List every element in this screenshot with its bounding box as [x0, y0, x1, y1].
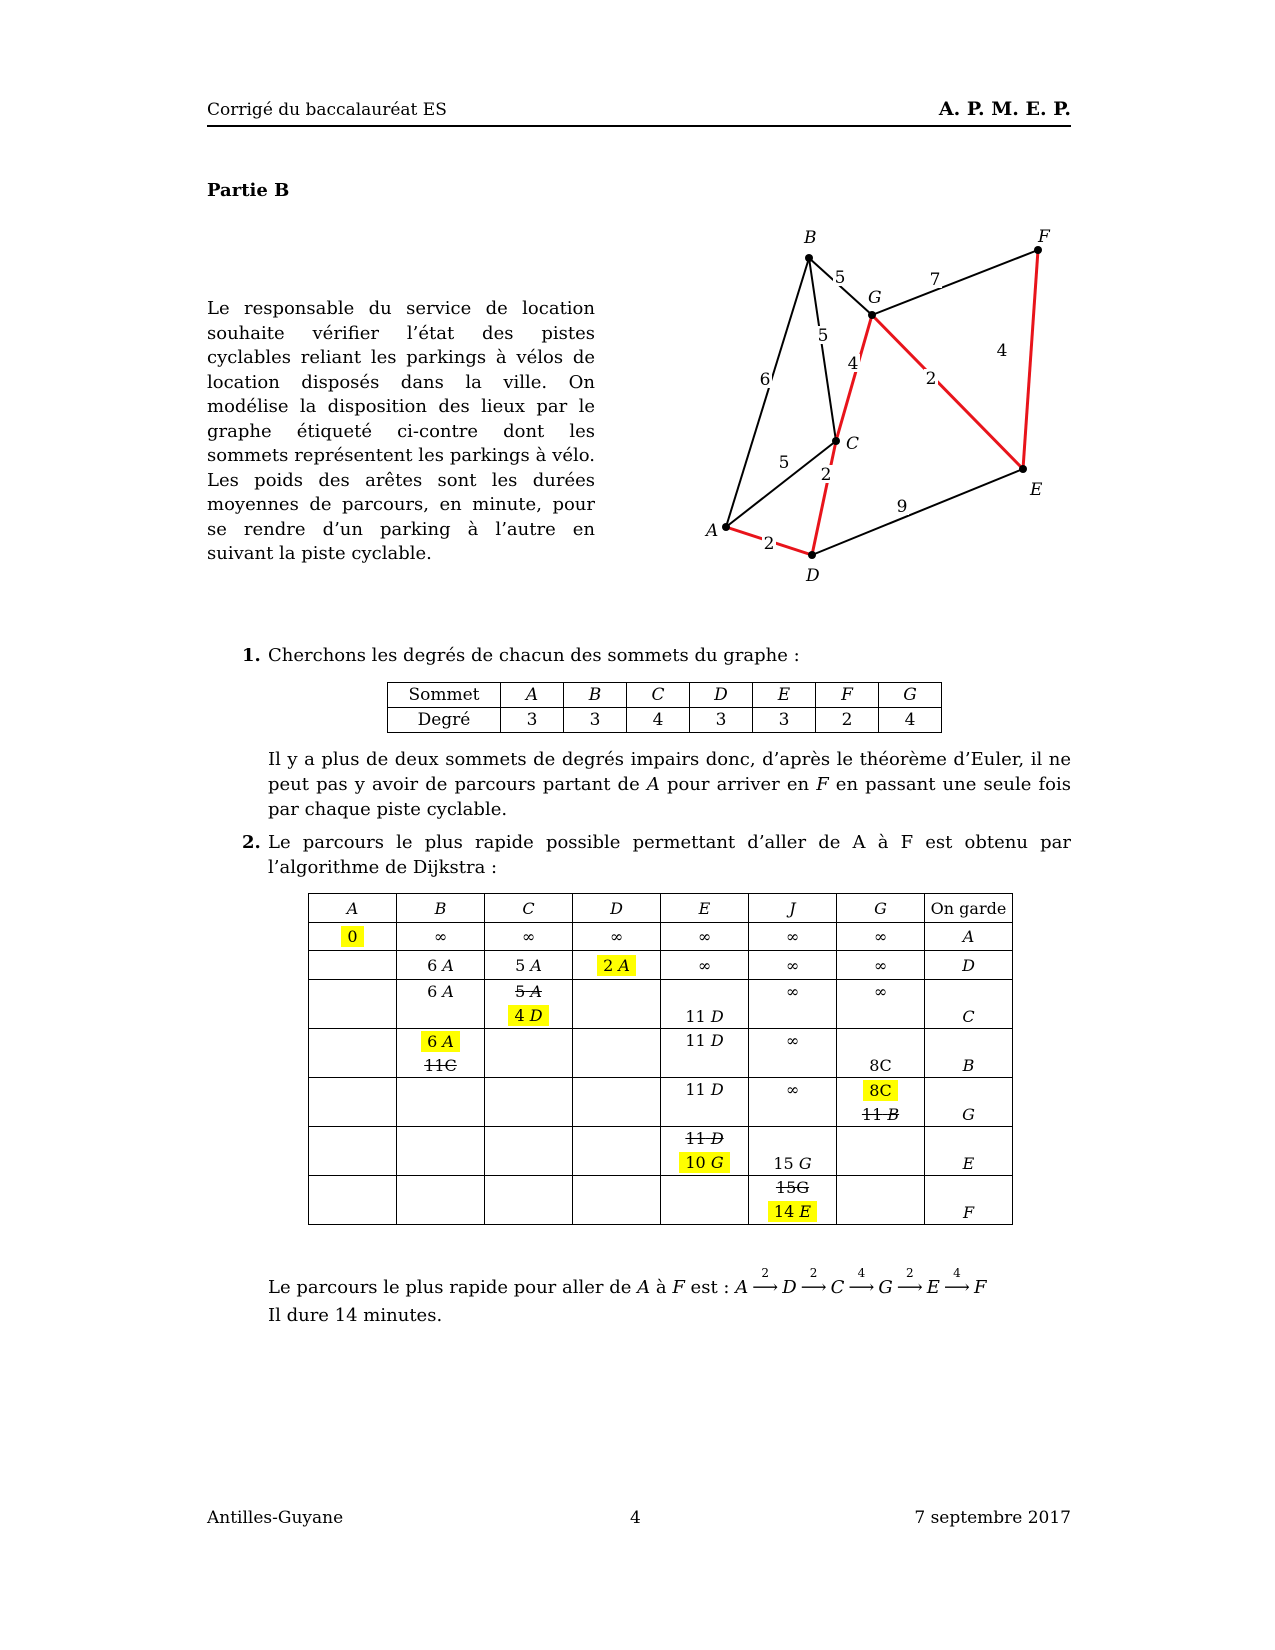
- header-apmep: A. P. M. E. P.: [938, 98, 1071, 120]
- vertex-C: [832, 437, 840, 445]
- column-header: A: [309, 894, 397, 923]
- edge-G-C: [836, 315, 872, 441]
- vertex-label-G: G: [868, 288, 882, 308]
- degree-cell: 3: [753, 708, 816, 733]
- vertex-label-D: D: [806, 566, 820, 585]
- degree-cell: 3: [564, 708, 627, 733]
- vertex-cell: F: [816, 683, 879, 708]
- distance-cell: 5 A: [485, 951, 573, 980]
- column-header: B: [397, 894, 485, 923]
- infinity-cell: ∞: [837, 923, 925, 951]
- degree-cell: 3: [690, 708, 753, 733]
- infinity-cell: ∞: [749, 951, 837, 980]
- weight-A-B: 6: [759, 370, 771, 390]
- degree-cell: 3: [501, 708, 564, 733]
- infinity-cell: ∞: [485, 923, 573, 951]
- header-title: Corrigé du baccalauréat ES: [207, 100, 447, 120]
- vertex-cell: D: [690, 683, 753, 708]
- vertex-D: [808, 551, 816, 559]
- degree-cell: 4: [627, 708, 690, 733]
- column-header: G: [837, 894, 925, 923]
- intro-paragraph: Le responsable du service de location souhaite vérifier l’état des pistes cyclables reliant les parkings à vélos de location disposés dans la ville. On modélise la disposition des lieux par le graphe étiqueté ci-contre dont les sommets représentent les parkings à vélo. Les poids des arêtes sont les durées moyennes de parcours, en minute, pour se rendre d’un parking à l’autre en suivant la piste cyclable.: [207, 298, 595, 564]
- vertex-cell: A: [501, 683, 564, 708]
- table-row: 11 D 10 G 15 G E: [309, 1127, 1013, 1176]
- vertex-B: [805, 254, 813, 262]
- degree-cell: 2: [816, 708, 879, 733]
- degree-cell: 4: [879, 708, 942, 733]
- vertex-label-A: A: [706, 521, 719, 541]
- dijkstra-table: [308, 893, 1013, 1225]
- vertex-A: [722, 523, 730, 531]
- kept-vertex: D: [925, 951, 1013, 980]
- infinity-cell: ∞: [749, 923, 837, 951]
- weight-B-C: 5: [817, 326, 829, 346]
- question-1-text: Cherchons les degrés de chacun des sommets du graphe :: [268, 645, 800, 666]
- degree-table: [387, 682, 942, 733]
- table-row: [388, 683, 942, 708]
- conclusion-path: Le parcours le plus rapide pour aller de A à F est : A 2 ⟶ D 2 ⟶ C 4 ⟶ G 2 ⟶ E 4 ⟶ F: [268, 1266, 987, 1298]
- column-header: On garde: [925, 894, 1013, 923]
- edge-G-F: [872, 250, 1038, 315]
- degree-row-label: Degré: [388, 708, 501, 733]
- weighted-graph: [700, 225, 1080, 585]
- question-1-explanation: Il y a plus de deux sommets de degrés impairs donc, d’après le théorème d’Euler, il ne peut pas y avoir de parcours partant de A pour arriver en F en passant une seule fois par chaque piste cyclable.: [268, 749, 1071, 820]
- question-1-number: 1.: [242, 645, 261, 666]
- vertex-F: [1034, 246, 1042, 254]
- edge-G-E: [872, 315, 1023, 469]
- question-2-text: Le parcours le plus rapide possible permettant d’aller de A à F est obtenu par l’algorithme de Dijkstra :: [268, 832, 1071, 878]
- column-header: C: [485, 894, 573, 923]
- table-row: 15G 14 E F: [309, 1176, 1013, 1225]
- distance-cell: 2 A: [573, 951, 661, 980]
- infinity-cell: ∞: [661, 951, 749, 980]
- page-number: 4: [630, 1508, 641, 1528]
- header-rule: [207, 125, 1071, 127]
- vertex-E: [1019, 465, 1027, 473]
- weight-G-C: 4: [847, 354, 859, 374]
- vertex-label-F: F: [1038, 227, 1050, 247]
- weight-G-E: 2: [925, 369, 937, 389]
- highlighted-value: 0: [341, 926, 363, 947]
- vertex-label-C: C: [846, 434, 860, 454]
- vertex-G: [868, 311, 876, 319]
- vertex-label-B: B: [804, 228, 817, 248]
- weight-A-C: 5: [778, 453, 790, 473]
- table-row: [309, 951, 1013, 980]
- edge-D-E: [812, 469, 1023, 555]
- table-row: [309, 923, 1013, 951]
- degree-row-label: Sommet: [388, 683, 501, 708]
- infinity-cell: ∞: [837, 951, 925, 980]
- vertex-cell: C: [627, 683, 690, 708]
- edge-A-B: [726, 258, 809, 527]
- vertex-label-E: E: [1030, 480, 1043, 500]
- table-row: [309, 894, 1013, 923]
- distance-cell: 6 A: [397, 951, 485, 980]
- vertex-cell: G: [879, 683, 942, 708]
- weight-A-D: 2: [763, 534, 775, 554]
- weight-G-F: 7: [929, 270, 941, 290]
- weight-D-E: 9: [896, 497, 908, 517]
- kept-vertex: A: [925, 923, 1013, 951]
- vertex-cell: B: [564, 683, 627, 708]
- table-row: [388, 708, 942, 733]
- part-title: Partie B: [207, 180, 290, 201]
- infinity-cell: ∞: [397, 923, 485, 951]
- duration-text: Il dure 14 minutes.: [268, 1305, 443, 1326]
- footer-date: 7 septembre 2017: [914, 1508, 1071, 1528]
- column-header: E: [661, 894, 749, 923]
- weight-F-E: 4: [996, 341, 1008, 361]
- table-row: 11 D ∞ 8C 11 B G: [309, 1078, 1013, 1127]
- infinity-cell: ∞: [661, 923, 749, 951]
- question-2-number: 2.: [242, 832, 261, 853]
- footer-location: Antilles-Guyane: [207, 1508, 344, 1528]
- table-row: 6 A 5 A 4 D 11 D ∞ ∞ C: [309, 980, 1013, 1029]
- table-row: 6 A 11C 11 D ∞ 8C B: [309, 1029, 1013, 1078]
- column-header: J: [749, 894, 837, 923]
- infinity-cell: ∞: [573, 923, 661, 951]
- weight-B-G: 5: [834, 268, 846, 288]
- weight-C-D: 2: [820, 465, 832, 485]
- vertex-cell: E: [753, 683, 816, 708]
- edge-F-E: [1023, 250, 1038, 469]
- column-header: D: [573, 894, 661, 923]
- edge-B-C: [809, 258, 836, 441]
